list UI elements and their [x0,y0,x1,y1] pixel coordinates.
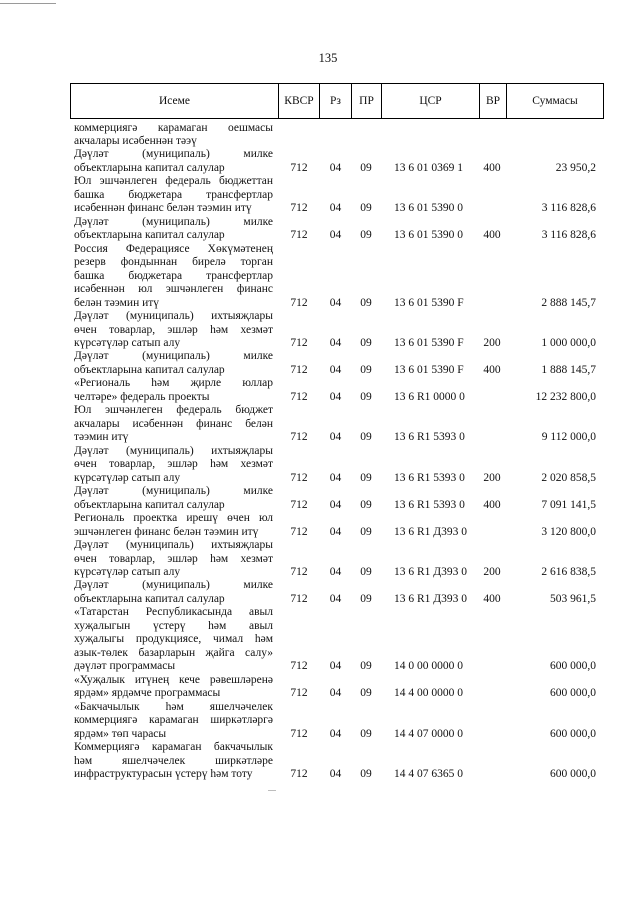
csr-cell: 14 0 00 0000 0 [394,660,463,673]
row-name-line: Дәүләт (муниципаль) ихтыяҗлары [74,310,273,323]
row-name-line: эшчәнлеген финанс белән тәэмин итү [74,525,259,538]
header-csr: ЦСР [381,84,479,118]
row-name [70,350,277,377]
sum-cell: 12 232 800,0 [535,390,596,403]
pr-cell: 09 [360,727,372,740]
kvsr-cell: 712 [290,565,308,578]
sum-cell: 3 116 828,6 [541,229,596,242]
table-row [70,310,604,350]
table-row [70,122,604,149]
table-row [70,701,604,741]
vr-cell [478,526,505,539]
sum-cell: 3 120 800,0 [541,525,596,538]
sum-cell: 600 000,0 [550,768,596,780]
rz-cell: 04 [329,363,342,376]
kvsr-cell: 712 [290,337,308,349]
rz-cell: 04 [329,565,342,578]
kvsr-cell [277,135,318,148]
pr-cell: 09 [360,202,372,215]
row-name-line: белән тәэмин итү [74,296,160,309]
csr-cell: 14 4 07 6365 0 [394,768,463,780]
pr-cell: 09 [360,229,372,242]
row-name-line: «Региональ һәм җирле юллар [74,377,273,390]
row-name-line: объектларына капитал салулар [74,363,225,376]
rz-cell: 04 [329,296,342,309]
pr-cell: 09 [360,431,372,444]
vr-cell [478,391,505,404]
csr-cell: 13 6 01 5390 0 [394,229,463,242]
sum-cell: 1 000 000,0 [541,337,596,349]
table-body [70,122,604,782]
row-name-line: челтәре» федераль проекты [74,390,210,403]
csr-cell: 13 6 R1 Д393 0 [394,565,468,578]
page-number: 135 [318,51,338,65]
row-name [70,445,277,485]
vr-cell: 400 [483,363,501,376]
row-name-line: Дәүләт (муниципаль) ихтыяҗлары [74,539,273,552]
kvsr-cell: 712 [290,768,308,780]
csr-cell: 13 6 R1 Д393 0 [394,592,468,605]
kvsr-cell: 712 [290,161,308,174]
pr-cell: 09 [360,687,372,700]
row-name-line: Дәүләт (муниципаль) милке [74,148,273,161]
kvsr-cell: 712 [290,363,308,376]
pr-cell [350,135,380,148]
pr-cell: 09 [360,161,372,174]
row-name-line: Дәүләт (муниципаль) ихтыяҗлары [74,444,273,457]
pr-cell: 09 [360,565,372,578]
row-name-line: инфраструктурасын үстерү һәм тоту [74,768,253,780]
kvsr-cell: 712 [290,592,308,605]
table-row [70,350,604,377]
row-name-line: Россия Федерациясе Хөкүмәтенең [74,242,273,255]
table-header [70,83,604,119]
csr-cell: 13 6 R1 0000 0 [394,390,465,403]
table-row [70,674,604,701]
row-name-line: Юл эшчәнлеген федераль бюджеттан [74,175,273,188]
row-name-line: исәбеннән юл эшчәнлеген финанс [74,283,273,296]
row-name-line: һәм яшелчәчелек ширкәтләре [74,754,273,767]
row-name-line: башка бюджетара трансфертлар [74,188,273,201]
kvsr-cell: 712 [290,390,308,403]
kvsr-cell: 712 [290,525,308,538]
row-name-line: Дәүләт (муниципаль) милке [74,485,273,498]
row-name-line: Дәүләт (муниципаль) милке [74,350,273,363]
row-name [70,122,277,149]
vr-cell [478,687,505,700]
row-name-line: объектларына капитал салулар [74,161,225,174]
header-sum: Суммасы [506,84,603,118]
row-name-line: башка бюджетара трансфертлар [74,269,273,282]
row-name [70,512,277,539]
row-name [70,175,277,215]
row-name [70,701,277,741]
row-name [70,404,277,444]
rz-cell: 04 [329,202,342,215]
rz-cell: 04 [329,161,342,174]
row-name-line: хуҗалыгын үстерү һәм авыл [74,619,273,632]
sum-cell: 1 888 145,7 [541,363,596,376]
row-name [70,674,277,701]
row-name [70,606,277,673]
row-name [70,539,277,579]
rz-cell: 04 [329,431,342,444]
row-name-line: Юл эшчәнлеген федераль бюджет [74,404,273,417]
row-name-line: Дәүләт (муниципаль) милке [74,579,273,592]
rz-cell: 04 [329,525,342,538]
vr-cell: 400 [483,498,501,511]
vr-cell [478,297,505,310]
kvsr-cell: 712 [290,471,308,484]
table-row [70,741,604,781]
csr-cell: 13 6 01 5390 0 [394,202,463,215]
vr-cell [478,431,505,444]
rz-cell: 04 [329,337,342,349]
vr-cell: 400 [483,592,501,605]
csr-cell: 13 6 01 0369 1 [394,161,463,174]
sum-cell: 3 116 828,6 [541,202,596,215]
row-name-line: өчен товарлар, эшләр һәм хезмәт [74,458,273,471]
vr-cell: 400 [483,229,501,242]
sum-cell: 2 888 145,7 [541,296,596,309]
row-name [70,377,277,404]
sum-cell: 7 091 141,5 [541,498,596,511]
pr-cell: 09 [360,337,372,349]
pr-cell: 09 [360,363,372,376]
vr-cell [478,728,505,741]
row-name-line: коммерциягә карамаган ширкәтләргә [74,714,273,727]
vr-cell: 200 [483,337,501,349]
row-name-line: азык-төлек базарларын җайга салу» [74,646,273,659]
row-name-line: объектларына капитал салулар [74,229,225,242]
sum-cell: 600 000,0 [550,727,596,740]
table-row [70,579,604,606]
row-name-line: коммерциягә карамаган оешмасы [74,121,273,134]
row-name [70,741,277,781]
row-name-line: тәэмин итү [74,431,129,444]
sum-cell: 2 020 858,5 [541,471,596,484]
row-name-line: исәбеннән финанс белән тәэмин итү [74,202,252,215]
kvsr-cell: 712 [290,660,308,673]
csr-cell: 13 6 R1 5393 0 [394,431,465,444]
csr-cell [380,135,478,148]
pr-cell: 09 [360,525,372,538]
table-row [70,175,604,215]
kvsr-cell: 712 [290,687,308,700]
row-name-line: Коммерциягә карамаган бакчачылык [74,741,273,754]
csr-cell: 14 4 00 0000 0 [394,687,463,700]
table-row [70,404,604,444]
row-name-line: акчалары исәбеннән тәэү [74,134,197,147]
vr-cell [478,135,505,148]
row-name-line: ярдәм» ярдәмче программасы [74,687,221,700]
kvsr-cell: 712 [290,229,308,242]
vr-cell [478,660,505,673]
csr-cell: 13 6 R1 5393 0 [394,498,465,511]
row-name-line: резерв фондыннан бирелә торган [74,256,273,269]
sum-cell: 503 961,5 [550,592,596,605]
top-rule [0,3,56,4]
vr-cell: 200 [483,471,501,484]
pr-cell: 09 [360,390,372,403]
header-kvsr: КВСР [278,84,319,118]
row-name-line: Региональ проектка ирешү өчен юл [74,512,273,525]
csr-cell: 13 6 01 5390 F [394,363,464,376]
row-name-line: күрсәтүләр сатып алу [74,337,181,349]
rz-cell: 04 [329,498,342,511]
row-name-line: күрсәтүләр сатып алу [74,471,181,484]
table-row [70,445,604,485]
table-row [70,512,604,539]
table-row [70,243,604,310]
sum-cell: 600 000,0 [550,660,596,673]
table-row [70,148,604,175]
table-row [70,539,604,579]
rz-cell: 04 [329,390,342,403]
row-name-line: өчен товарлар, эшләр һәм хезмәт [74,323,273,336]
bottom-mark [268,790,276,791]
row-name-line: дәүләт программасы [74,660,176,673]
table-row [70,377,604,404]
row-name-line: объектларына капитал салулар [74,498,225,511]
sum-cell: 23 950,2 [555,161,596,174]
table-row [70,606,604,673]
rz-cell: 04 [329,471,342,484]
rz-cell: 04 [329,229,342,242]
pr-cell: 09 [360,498,372,511]
row-name [70,148,277,175]
csr-cell: 14 4 07 0000 0 [394,727,463,740]
table-row [70,485,604,512]
row-name-line: хуҗалыгы продукциясе, чимал һәм [74,633,273,646]
vr-cell [478,202,505,215]
pr-cell: 09 [360,296,372,309]
table-row [70,216,604,243]
csr-cell: 13 6 R1 5393 0 [394,471,465,484]
row-name [70,310,277,350]
header-vr: ВР [479,84,506,118]
rz-cell: 04 [329,768,342,780]
sum-cell: 9 112 000,0 [541,431,596,444]
row-name-line: өчен товарлар, эшләр һәм хезмәт [74,552,273,565]
rz-cell [318,135,350,148]
vr-cell: 200 [483,565,501,578]
csr-cell: 13 6 01 5390 F [394,337,464,349]
kvsr-cell: 712 [290,202,308,215]
row-name-line: «Бакчачылык һәм яшелчәчелек [74,700,273,713]
header-rz: Рз [319,84,351,118]
row-name-line: күрсәтүләр сатып алу [74,565,181,578]
rz-cell: 04 [329,660,342,673]
row-name-line: «Татарстан Республикасында авыл [74,606,273,619]
row-name [70,243,277,310]
kvsr-cell: 712 [290,431,308,444]
row-name-line: Дәүләт (муниципаль) милке [74,215,273,228]
rz-cell: 04 [329,592,342,605]
vr-cell [478,768,505,781]
kvsr-cell: 712 [290,296,308,309]
row-name [70,579,277,606]
header-pr: ПР [351,84,381,118]
rz-cell: 04 [329,687,342,700]
csr-cell: 13 6 01 5390 F [394,296,464,309]
row-name-line: «Хуҗалык итүнең кече рәвешләренә [74,673,273,686]
row-name-line: ярдәм» төп чарасы [74,727,167,740]
kvsr-cell: 712 [290,727,308,740]
rz-cell: 04 [329,727,342,740]
kvsr-cell: 712 [290,498,308,511]
pr-cell: 09 [360,592,372,605]
pr-cell: 09 [360,471,372,484]
sum-cell: 2 616 838,5 [541,565,596,578]
sum-cell [505,135,604,148]
pr-cell: 09 [360,768,372,780]
csr-cell: 13 6 R1 Д393 0 [394,525,468,538]
pr-cell: 09 [360,660,372,673]
vr-cell: 400 [483,161,501,174]
row-name-line: акчалары исәбеннән финанс белән [74,417,273,430]
sum-cell: 600 000,0 [550,687,596,700]
header-name: Исеме [158,95,191,107]
row-name [70,485,277,512]
row-name [70,216,277,243]
row-name-line: объектларына капитал салулар [74,592,225,605]
